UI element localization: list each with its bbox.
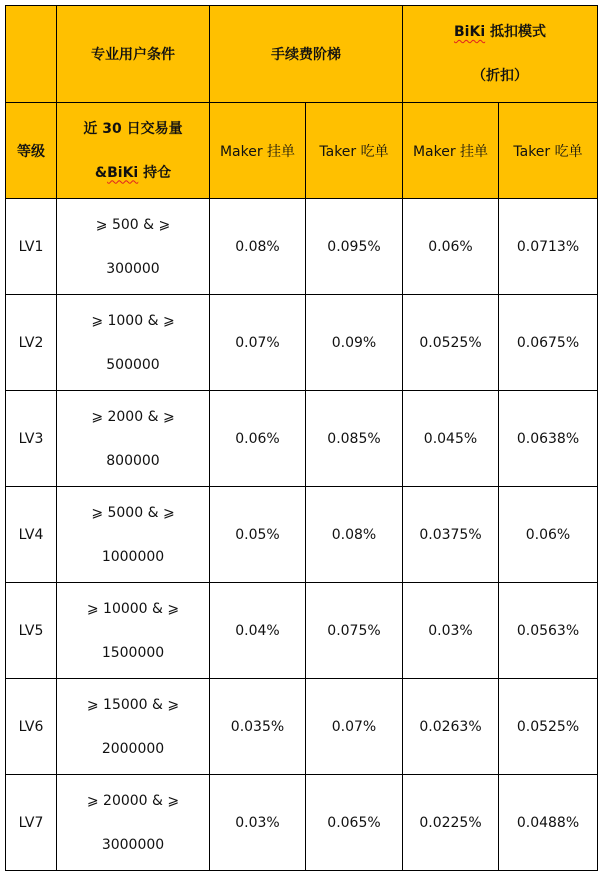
table-row xyxy=(6,583,598,679)
condition-cell xyxy=(57,583,210,679)
maker-fee-cell: 0.08% xyxy=(210,199,306,295)
table-row xyxy=(6,199,598,295)
table-row xyxy=(6,391,598,487)
maker-fee-cell: 0.035% xyxy=(210,679,306,775)
condition-line2: 1500000 xyxy=(101,644,165,661)
condition-line2: 300000 xyxy=(106,260,160,277)
condition-cell xyxy=(57,295,210,391)
fee-tier-table xyxy=(5,5,598,871)
biki-maker-fee-cell: 0.0263% xyxy=(403,679,499,775)
condition-line1: ⩾ 20000 & ⩾ xyxy=(86,792,180,809)
condition-line1: ⩾ 10000 & ⩾ xyxy=(86,600,180,617)
level-cell: LV6 xyxy=(6,679,57,775)
taker-fee-cell: 0.08% xyxy=(306,487,403,583)
taker-fee-cell: 0.095% xyxy=(306,199,403,295)
level-cell: LV4 xyxy=(6,487,57,583)
header-biki-maker: Maker 挂单 xyxy=(403,103,499,199)
header-biki-discount: （折扣） xyxy=(472,68,528,84)
level-cell: LV3 xyxy=(6,391,57,487)
table-row xyxy=(6,679,598,775)
taker-fee-cell: 0.075% xyxy=(306,583,403,679)
condition-line1: ⩾ 2000 & ⩾ xyxy=(91,408,175,425)
condition-line1: ⩾ 500 & ⩾ xyxy=(95,216,171,233)
biki-taker-fee-cell: 0.06% xyxy=(499,487,598,583)
condition-line2: 3000000 xyxy=(101,836,165,853)
header-biki-taker: Taker 吃单 xyxy=(499,103,598,199)
biki-maker-fee-cell: 0.0225% xyxy=(403,775,499,871)
table-row xyxy=(6,295,598,391)
condition-line1: ⩾ 15000 & ⩾ xyxy=(86,696,180,713)
volume-biki-brand: BiKi xyxy=(107,164,139,181)
header-level: 等级 xyxy=(6,103,57,199)
volume-amp: & xyxy=(94,164,108,181)
header-empty-cell xyxy=(6,6,57,103)
table-row xyxy=(6,775,598,871)
level-cell: LV7 xyxy=(6,775,57,871)
header-taker: Taker 吃单 xyxy=(306,103,403,199)
header-row-group xyxy=(6,6,598,103)
condition-cell xyxy=(57,199,210,295)
header-volume-cell xyxy=(57,103,210,199)
biki-taker-fee-cell: 0.0675% xyxy=(499,295,598,391)
level-cell: LV2 xyxy=(6,295,57,391)
header-cond-title: 专业用户条件 xyxy=(57,6,210,103)
header-biki-title xyxy=(407,10,593,54)
condition-line2: 800000 xyxy=(106,452,160,469)
table-row xyxy=(6,487,598,583)
condition-cell xyxy=(57,487,210,583)
biki-brand-text: BiKi xyxy=(454,24,486,40)
biki-taker-fee-cell: 0.0525% xyxy=(499,679,598,775)
maker-fee-cell: 0.05% xyxy=(210,487,306,583)
condition-line1: ⩾ 5000 & ⩾ xyxy=(91,504,175,521)
maker-fee-cell: 0.07% xyxy=(210,295,306,391)
condition-cell xyxy=(57,679,210,775)
fee-tier-document xyxy=(5,5,597,873)
table-body xyxy=(6,6,598,871)
biki-taker-fee-cell: 0.0488% xyxy=(499,775,598,871)
biki-taker-fee-cell: 0.0563% xyxy=(499,583,598,679)
biki-maker-fee-cell: 0.06% xyxy=(403,199,499,295)
biki-maker-fee-cell: 0.03% xyxy=(403,583,499,679)
volume-rest: 持仓 xyxy=(138,164,172,181)
biki-title-rest: 抵扣模式 xyxy=(485,24,546,40)
condition-line2: 2000000 xyxy=(101,740,165,757)
condition-cell xyxy=(57,775,210,871)
header-volume-line2 xyxy=(61,151,205,195)
biki-maker-fee-cell: 0.045% xyxy=(403,391,499,487)
header-maker: Maker 挂单 xyxy=(210,103,306,199)
condition-line1: ⩾ 1000 & ⩾ xyxy=(91,312,175,329)
taker-fee-cell: 0.07% xyxy=(306,679,403,775)
maker-fee-cell: 0.06% xyxy=(210,391,306,487)
taker-fee-cell: 0.085% xyxy=(306,391,403,487)
taker-fee-cell: 0.09% xyxy=(306,295,403,391)
header-row-sub xyxy=(6,103,598,199)
header-biki-title-cell xyxy=(403,6,598,103)
header-fee-title: 手续费阶梯 xyxy=(210,6,403,103)
biki-maker-fee-cell: 0.0375% xyxy=(403,487,499,583)
level-cell: LV5 xyxy=(6,583,57,679)
biki-taker-fee-cell: 0.0638% xyxy=(499,391,598,487)
level-cell: LV1 xyxy=(6,199,57,295)
header-volume-line1: 近 30 日交易量 xyxy=(83,120,183,137)
taker-fee-cell: 0.065% xyxy=(306,775,403,871)
condition-line2: 1000000 xyxy=(101,548,165,565)
maker-fee-cell: 0.03% xyxy=(210,775,306,871)
condition-line2: 500000 xyxy=(106,356,160,373)
condition-cell xyxy=(57,391,210,487)
biki-taker-fee-cell: 0.0713% xyxy=(499,199,598,295)
maker-fee-cell: 0.04% xyxy=(210,583,306,679)
biki-maker-fee-cell: 0.0525% xyxy=(403,295,499,391)
